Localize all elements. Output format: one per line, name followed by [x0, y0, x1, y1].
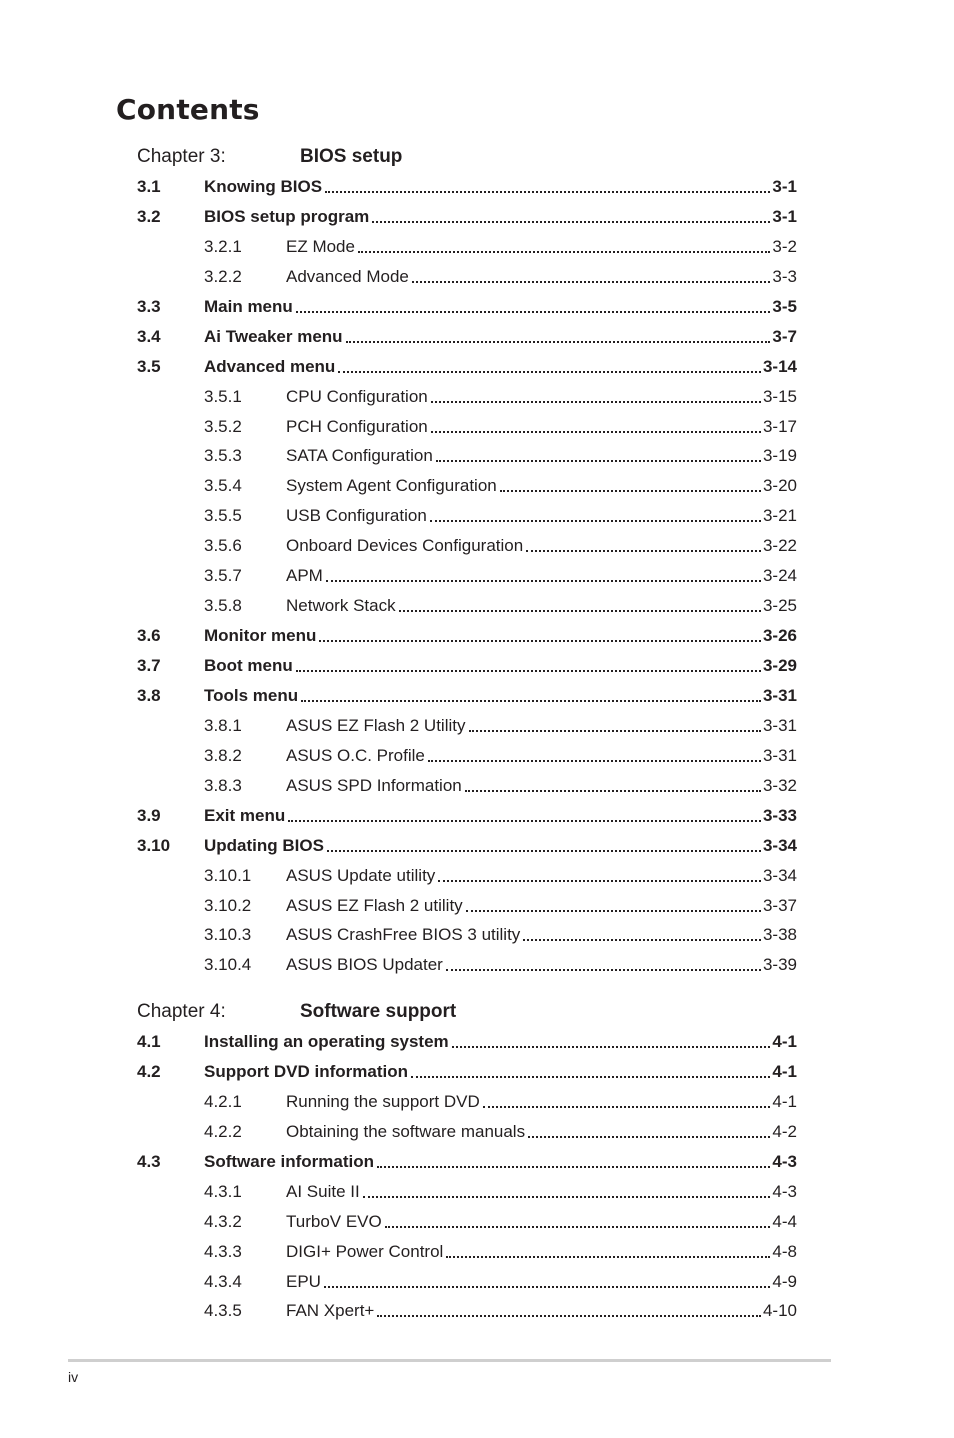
toc-entry-number: 3.2 [137, 206, 161, 226]
toc-entry-page: 3-2 [772, 236, 797, 256]
toc-entry-number: 4.2.1 [204, 1091, 242, 1111]
toc-entry-title: Updating BIOS [204, 835, 324, 855]
toc-entry-line [286, 954, 797, 976]
footer-divider [68, 1359, 831, 1362]
toc-entry-page: 3-29 [762, 656, 797, 675]
toc-entry-number: 4.3.4 [204, 1271, 242, 1291]
toc-entry-title: ASUS Update utility [286, 865, 436, 885]
toc-entry-line [286, 475, 797, 497]
toc-entry-number: 4.3.1 [204, 1181, 242, 1201]
toc-entry-line [286, 1211, 797, 1233]
toc-entry[interactable] [137, 412, 797, 442]
dot-leader [428, 760, 761, 762]
toc-entry-number: 4.1 [137, 1032, 161, 1051]
toc-entry-number: 4.2 [137, 1061, 161, 1081]
toc-entry[interactable] [137, 1267, 797, 1297]
toc-entry[interactable] [137, 741, 797, 771]
dot-leader [438, 880, 761, 882]
dot-leader [412, 281, 771, 283]
toc-entry-line [204, 835, 797, 857]
toc-entry-title: Software information [204, 1151, 375, 1171]
toc-entry-page: 3-17 [762, 416, 797, 436]
toc-entry-title: Monitor menu [204, 626, 317, 646]
dot-leader [301, 700, 761, 702]
toc-entry-page: 3-3 [772, 266, 797, 286]
toc-entry-page: 4-4 [772, 1211, 797, 1231]
toc-entry-number: 3.2.2 [204, 266, 242, 286]
toc-entry-title: System Agent Configuration [286, 476, 497, 496]
dot-leader [500, 490, 761, 492]
toc-entry-line [204, 296, 797, 318]
toc-entry-line [286, 895, 797, 917]
toc-entry-number: 3.5.1 [204, 386, 242, 406]
toc-entry-page: 3-19 [762, 446, 797, 466]
toc-entry[interactable] [137, 1147, 797, 1177]
dot-leader [327, 850, 761, 852]
toc-entry-page: 3-7 [772, 326, 797, 346]
toc-entry-title: Obtaining the software manuals [286, 1121, 526, 1141]
toc-entry[interactable] [137, 1207, 797, 1237]
toc-entry-line [286, 416, 797, 438]
dot-leader [446, 969, 761, 971]
toc-entry-page: 3-14 [762, 356, 797, 376]
toc-entry[interactable] [137, 292, 797, 322]
toc-entry-line [286, 775, 797, 797]
dot-leader [296, 670, 761, 672]
toc-entry-number: 4.3.5 [204, 1301, 242, 1321]
toc-entry-line [204, 1061, 797, 1083]
dot-leader [385, 1226, 771, 1228]
toc-entry-page: 3-21 [762, 506, 797, 526]
dot-leader [377, 1166, 770, 1168]
toc-entry-title: ASUS O.C. Profile [286, 745, 425, 765]
toc-entry[interactable] [137, 1177, 797, 1207]
toc-entry-line [286, 865, 797, 887]
dot-leader [326, 580, 761, 582]
chapter-label: Chapter 4: [137, 1001, 226, 1022]
toc-entry-number: 3.8.1 [204, 715, 242, 735]
toc-entry-number: 3.5.8 [204, 596, 242, 616]
toc-entry-line [204, 685, 797, 707]
toc-entry[interactable] [137, 771, 797, 801]
toc-entry-number: 4.3.2 [204, 1211, 242, 1231]
toc-entry[interactable] [137, 1087, 797, 1117]
toc-entry[interactable] [137, 1057, 797, 1087]
toc-entry[interactable] [137, 202, 797, 232]
dot-leader [358, 251, 770, 253]
toc-entry[interactable] [137, 322, 797, 352]
dot-leader [483, 1106, 771, 1108]
toc-entry-number: 3.4 [137, 326, 161, 346]
toc-entry[interactable] [137, 681, 797, 711]
dot-leader [319, 640, 761, 642]
toc-entry-page: 3-38 [762, 925, 797, 945]
toc-entry-title: CPU Configuration [286, 386, 428, 406]
toc-entry-line [286, 505, 797, 527]
toc-entry-page: 3-20 [762, 476, 797, 496]
toc-entry-line [286, 386, 797, 408]
toc-entry-page: 3-26 [762, 626, 797, 646]
toc-entry-line [286, 595, 797, 617]
toc-entry-page: 3-39 [762, 955, 797, 975]
toc-entry[interactable] [137, 1117, 797, 1147]
toc-entry-line [204, 326, 797, 348]
toc-entry-page: 3-15 [762, 386, 797, 406]
toc-entry-title: SATA Configuration [286, 446, 433, 466]
toc-entry-page: 4-8 [772, 1241, 797, 1261]
toc-entry-number: 3.10.1 [204, 865, 252, 885]
toc-entry[interactable] [137, 891, 797, 921]
toc-entry[interactable] [137, 1027, 797, 1057]
page-number: iv [68, 1369, 79, 1385]
toc-entry-number: 3.10.2 [204, 895, 252, 915]
dot-leader [465, 790, 761, 792]
toc-entry-number: 3.5.2 [204, 416, 242, 436]
toc-entry-number: 3.5.6 [204, 536, 242, 556]
toc-entry-number: 3.3 [137, 296, 161, 316]
toc-entry-number: 3.10.3 [204, 925, 252, 945]
toc-entry-page: 3-34 [762, 865, 797, 885]
toc-entry-line [286, 445, 797, 467]
toc-entry-title: Advanced Mode [286, 266, 409, 286]
dot-leader [377, 1315, 761, 1317]
toc-entry-page: 3-1 [772, 206, 797, 226]
toc-entry-page: 3-32 [762, 775, 797, 795]
toc-entry-page: 3-33 [762, 805, 797, 825]
toc-list [137, 1027, 797, 1326]
toc-entry-title: Main menu [204, 296, 293, 316]
toc-entry-title: PCH Configuration [286, 416, 428, 436]
toc-entry-line [286, 1181, 797, 1203]
toc-entry-page: 3-31 [762, 745, 797, 765]
toc-entry-number: 3.6 [137, 626, 161, 646]
toc-entry[interactable] [137, 1296, 797, 1326]
toc-entry-page: 3-22 [762, 536, 797, 556]
toc-entry-line [204, 206, 797, 228]
toc-entry-number: 3.10.4 [204, 955, 252, 975]
toc-entry-number: 3.5.4 [204, 476, 242, 496]
toc-entry-line [286, 535, 797, 557]
toc-entry-page: 4-3 [772, 1151, 797, 1171]
toc-entry-title: Knowing BIOS [204, 177, 323, 196]
toc-list [137, 172, 797, 980]
toc-entry-title: Advanced menu [204, 356, 336, 376]
dot-leader [436, 460, 761, 462]
toc-entry[interactable] [137, 501, 797, 531]
toc-entry-page: 4-2 [772, 1121, 797, 1141]
dot-leader [372, 221, 770, 223]
toc-entry-page: 3-31 [762, 685, 797, 705]
toc-entry-line [286, 1121, 797, 1143]
toc-entry-title: DIGI+ Power Control [286, 1241, 444, 1261]
toc-entry-line [286, 565, 797, 587]
toc-entry[interactable] [137, 831, 797, 861]
toc-entry-line [204, 1151, 797, 1173]
toc-entry-number: 3.5.3 [204, 446, 242, 466]
dot-leader [446, 1256, 770, 1258]
toc-entry-page: 3-5 [772, 296, 797, 316]
toc-entry-page: 3-24 [762, 566, 797, 586]
chapter-title: BIOS setup [300, 146, 403, 167]
toc-entry-title: Support DVD information [204, 1061, 408, 1081]
toc-entry-number: 3.5 [137, 356, 161, 376]
toc-entry-page: 3-25 [762, 596, 797, 616]
toc-entry-title: Tools menu [204, 685, 299, 705]
toc-entry-number: 3.5.5 [204, 506, 242, 526]
toc-entry-line [204, 655, 797, 677]
toc-entry-page: 3-1 [772, 177, 797, 196]
toc-entry-page: 3-37 [762, 895, 797, 915]
toc-entry-title: Installing an operating system [204, 1032, 449, 1051]
toc-entry-line [286, 1271, 797, 1293]
toc-entry[interactable] [137, 172, 797, 202]
chapter-label: Chapter 3: [137, 146, 226, 167]
toc-entry-number: 4.3.3 [204, 1241, 242, 1261]
toc-entry-page: 3-34 [762, 835, 797, 855]
chapter-heading [137, 1000, 797, 1024]
toc-entry[interactable] [137, 382, 797, 412]
toc-entry[interactable] [137, 471, 797, 501]
dot-leader [430, 520, 761, 522]
toc-entry[interactable] [137, 861, 797, 891]
toc-entry-line [286, 236, 797, 258]
dot-leader [411, 1076, 770, 1078]
toc-entry-line [286, 1241, 797, 1263]
toc-entry-line [204, 805, 797, 827]
chapter-title: Software support [300, 1001, 457, 1022]
dot-leader [325, 191, 770, 193]
toc-entry-line [204, 1031, 797, 1053]
toc-entry-number: 3.5.7 [204, 566, 242, 586]
toc-entry-title: USB Configuration [286, 506, 427, 526]
toc-entry[interactable] [137, 711, 797, 741]
toc-entry-title: Boot menu [204, 656, 293, 675]
toc-entry-line [286, 745, 797, 767]
toc-entry-title: ASUS EZ Flash 2 utility [286, 895, 463, 915]
toc-entry-title: ASUS SPD Information [286, 775, 462, 795]
toc-entry-title: ASUS EZ Flash 2 Utility [286, 715, 466, 735]
chapter-heading [137, 145, 797, 169]
toc-entry-title: AI Suite II [286, 1181, 360, 1201]
toc-entry[interactable] [137, 621, 797, 651]
toc-entry-page: 4-9 [772, 1271, 797, 1291]
toc-entry[interactable] [137, 561, 797, 591]
toc-entry-number: 3.1 [137, 177, 161, 196]
toc-entry-number: 4.3 [137, 1151, 161, 1171]
toc-entry-title: EPU [286, 1271, 321, 1291]
dot-leader [324, 1286, 770, 1288]
dot-leader [466, 910, 761, 912]
toc-entry[interactable] [137, 950, 797, 980]
dot-leader [288, 820, 761, 822]
toc-entry-line [286, 924, 797, 946]
dot-leader [469, 730, 761, 732]
dot-leader [526, 550, 761, 552]
toc-entry-page: 4-3 [772, 1181, 797, 1201]
toc-entry[interactable] [137, 531, 797, 561]
toc-entry-line [204, 176, 797, 198]
toc-entry-title: BIOS setup program [204, 206, 370, 226]
toc-entry-line [204, 356, 797, 378]
toc-entry-title: Network Stack [286, 596, 396, 616]
dot-leader [296, 311, 771, 313]
dot-leader [346, 341, 771, 343]
toc-entry[interactable] [137, 591, 797, 621]
toc-entry-title: EZ Mode [286, 236, 355, 256]
toc-entry-number: 3.2.1 [204, 236, 242, 256]
toc-entry[interactable] [137, 262, 797, 292]
toc-entry-number: 4.2.2 [204, 1121, 242, 1141]
toc-entry-page: 3-31 [762, 715, 797, 735]
toc-entry[interactable] [137, 651, 797, 681]
dot-leader [399, 610, 761, 612]
toc-entry[interactable] [137, 232, 797, 262]
toc-entry-line [286, 715, 797, 737]
toc-entry-title: Exit menu [204, 805, 286, 825]
page-title: Contents [116, 93, 260, 126]
toc-entry-page: 4-1 [772, 1032, 797, 1051]
toc-entry[interactable] [137, 1237, 797, 1267]
toc-entry-number: 3.10 [137, 835, 171, 855]
dot-leader [528, 1136, 770, 1138]
toc-entry-title: TurboV EVO [286, 1211, 382, 1231]
dot-leader [338, 371, 761, 373]
dot-leader [523, 939, 761, 941]
toc-entry-title: ASUS CrashFree BIOS 3 utility [286, 925, 521, 945]
toc-entry-page: 4-10 [762, 1301, 797, 1321]
toc-entry-title: Onboard Devices Configuration [286, 536, 524, 556]
toc-entry-title: ASUS BIOS Updater [286, 955, 443, 975]
toc-entry-title: Running the support DVD [286, 1091, 480, 1111]
dot-leader [363, 1196, 771, 1198]
toc-entry[interactable] [137, 920, 797, 950]
dot-leader [431, 431, 761, 433]
toc-entry-page: 4-1 [772, 1061, 797, 1081]
toc-entry-number: 3.7 [137, 656, 161, 675]
toc-entry-line [286, 1300, 797, 1322]
toc-entry-title: Ai Tweaker menu [204, 326, 343, 346]
toc-entry-line [286, 266, 797, 288]
toc-entry-number: 3.8 [137, 685, 161, 705]
dot-leader [431, 401, 761, 403]
toc-entry-number: 3.8.3 [204, 775, 242, 795]
toc-entry[interactable] [137, 352, 797, 382]
toc-entry-page: 4-1 [772, 1091, 797, 1111]
toc-entry-number: 3.8.2 [204, 745, 242, 765]
toc-entry[interactable] [137, 801, 797, 831]
toc-entry-number: 3.9 [137, 805, 161, 825]
toc-entry-title: FAN Xpert+ [286, 1301, 375, 1321]
toc-entry-title: APM [286, 566, 323, 586]
dot-leader [452, 1046, 771, 1048]
toc-entry-line [286, 1091, 797, 1113]
toc-entry[interactable] [137, 441, 797, 471]
toc-entry-line [204, 625, 797, 647]
